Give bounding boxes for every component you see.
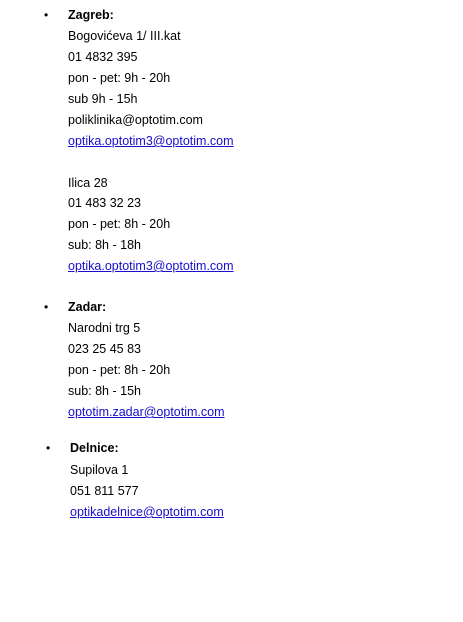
weekday-hours-zadar: pon - pet: 8h - 20h <box>68 363 171 377</box>
phone-zadar: 023 25 45 83 <box>68 342 141 356</box>
email-link-zagreb-1[interactable]: optika.optotim3@optotim.com <box>68 134 234 148</box>
email-link-zagreb-2[interactable]: optika.optotim3@optotim.com <box>68 259 234 273</box>
saturday-hours-zagreb-2: sub: 8h - 18h <box>68 238 141 252</box>
city-heading-zadar: Zadar: <box>68 300 107 314</box>
email-text-zagreb-1: poliklinika@optotim.com <box>68 113 203 127</box>
city-heading-delnice: Delnice: <box>70 441 119 455</box>
city-heading-zagreb: Zagreb: <box>68 8 114 22</box>
weekday-hours-zagreb-1: pon - pet: 9h - 20h <box>68 71 171 85</box>
phone-zagreb-1: 01 4832 395 <box>68 50 138 64</box>
phone-delnice: 051 811 577 <box>70 484 139 498</box>
email-link-delnice[interactable]: optikadelnice@optotim.com <box>70 505 224 519</box>
address-delnice: Supilova 1 <box>70 463 129 477</box>
bullet-icon: • <box>44 8 49 22</box>
saturday-hours-zagreb-1: sub 9h - 15h <box>68 92 138 106</box>
bullet-icon: • <box>46 441 51 455</box>
weekday-hours-zagreb-2: pon - pet: 8h - 20h <box>68 217 171 231</box>
email-link-zadar[interactable]: optotim.zadar@optotim.com <box>68 405 225 419</box>
address-zagreb-2: Ilica 28 <box>68 176 108 190</box>
address-zadar: Narodni trg 5 <box>68 321 141 335</box>
phone-zagreb-2: 01 483 32 23 <box>68 196 141 210</box>
bullet-icon: • <box>44 300 49 314</box>
saturday-hours-zadar: sub: 8h - 15h <box>68 384 141 398</box>
address-zagreb-1: Bogovićeva 1/ III.kat <box>68 29 181 43</box>
